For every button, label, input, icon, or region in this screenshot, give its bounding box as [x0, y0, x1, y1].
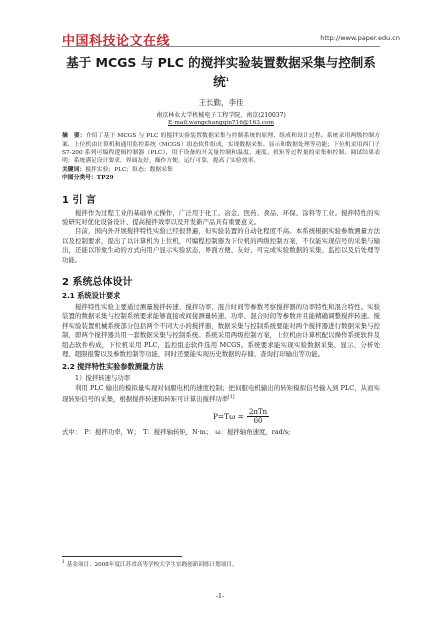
list-item: 1）搅拌转速与功率 — [75, 374, 131, 383]
abstract-text: 介绍了基于 MCGS 与 PLC 的搅拌实验装置数据采集与控制系统的原理、组成和设计过程。系统采用两级控制方案，上位机由计算机和通用监控系统（MCGS）组态软件组成，实现数据采集、显示和数据处理等功能；下位机采用西门子 S7-200 系列可编程逻辑控制器（PLC），用于设备的开关量控制和温度、速度、扭矩等过程量的采集和控制。调试结果表明：系统满足设计要求，界面友好，操作方便，运行可靠，提高了实验效率。 — [62, 133, 380, 165]
clc-label: 中图分类号： — [62, 175, 97, 182]
formula-variables: 式中： P：搅拌功率，W； T：搅拌轴转矩，N·m； ω：搅拌轴角速度，rad/s; — [62, 427, 291, 436]
title-footnote-mark: 1 — [225, 78, 229, 83]
abstract-label: 摘 要： — [62, 133, 86, 140]
page-header — [0, 0, 440, 49]
subsection-heading-requirements: 2.1 系统设计要求 — [62, 291, 121, 301]
formula-numerator: 2πTn — [248, 407, 268, 416]
footnote: $^1$ 基金项目：2008年度江苏省高等学校大学生实践创新训练计划项目。 — [62, 560, 238, 568]
reference-mark: [1] — [228, 395, 235, 401]
paper-title: 基于 MCGS 与 PLC 的搅拌实验装置数据采集与控制系统$^1$ — [66, 55, 376, 90]
paragraph: 搅拌作为过程工业的基础单元操作，广泛用于化工、冶金、医药、食品、环保、涂料等工业。搅拌特性的实验研究对优化设备设计、提高搅拌效率以及开发新产品具有重要意义。 — [62, 208, 380, 226]
author-email[interactable]: E-mail:wangchangqin716@163.com — [168, 120, 274, 127]
section-heading-intro: 1 引 言 — [62, 194, 96, 206]
paper-body — [62, 52, 380, 437]
abstract — [62, 132, 380, 166]
footnote-rule — [62, 556, 182, 557]
formula-denominator: 60 — [253, 416, 263, 425]
authors: 王长勤，李佳 — [198, 98, 244, 108]
paragraph: 搅拌特性实验主要通过测量搅拌转速、搅拌功率、混合时间等参数考察搅拌器的功率特性和混合特性。实验装置的数据采集与控制系统要求能够直接或间接测量转速、功率、混合时间等参数并且能精确调整搅拌转速。搅拌实验装置机械系统部分包括两个不同大小的搅拌器，数据采集与控制系统要能对两个搅拌器进行数据采集与控制，即两个搅拌器共用一套数据采集与控制系统。系统采用两级控制方案，上位机由计算机配以操作系统软件及组态软件构成，下位机采用 PLC，监控组态软件选用 MCGS。系统要求能实现实验数据采集、显示、分析处理、超限报警以及参数控制等功能，同时还要能实现历史数据的存储、查询打印输出等功能。 — [62, 303, 380, 359]
site-logo[interactable]: 中国科技论文在线 — [62, 34, 171, 49]
clc-number: 中图分类号：TP29 — [62, 175, 114, 182]
paragraph: 利用 PLC 输出的模拟量实现对伺服电机的速度控制；把伺服电机输出的转矩模拟信号输入到 PLC，从而实现转矩信号的采集，根据搅拌转速和转矩可计算出搅拌功率[1] — [62, 383, 380, 404]
subsection-heading-parameters: 2.2 搅拌特性实验参数测量方法 — [62, 362, 164, 372]
keywords: 关键词：搅拌实验；PLC；组态；数据采集 — [62, 166, 173, 173]
power-formula: P=Tω = $\frac{\text{2πTn}}{60}$ — [212, 407, 268, 425]
page-number: -1- — [215, 592, 225, 600]
header-rule — [62, 46, 380, 47]
site-url[interactable]: http://www.paper.edu.cn — [320, 34, 400, 42]
paragraph: 目前，国内外开展搅拌特性实验已经很普遍，但实验装置的自动化程度不高。本系统根据实验参数测量方法以及控制要求，提出了以计算机为上位机，可编程控制器为下位机的两级控制方案，不仅能实现信号的采集与输出，还能以形象生动的方式向用户显示实验状态，界面方便、友好，可完成实验数据的采集、监控以及后处理等功能。 — [62, 227, 380, 264]
section-heading-system: 2 系统总体设计 — [62, 277, 133, 289]
keywords-label: 关键词： — [62, 166, 86, 173]
affiliation: 南京林业大学机械电子工程学院，南京(210037) — [156, 112, 286, 120]
